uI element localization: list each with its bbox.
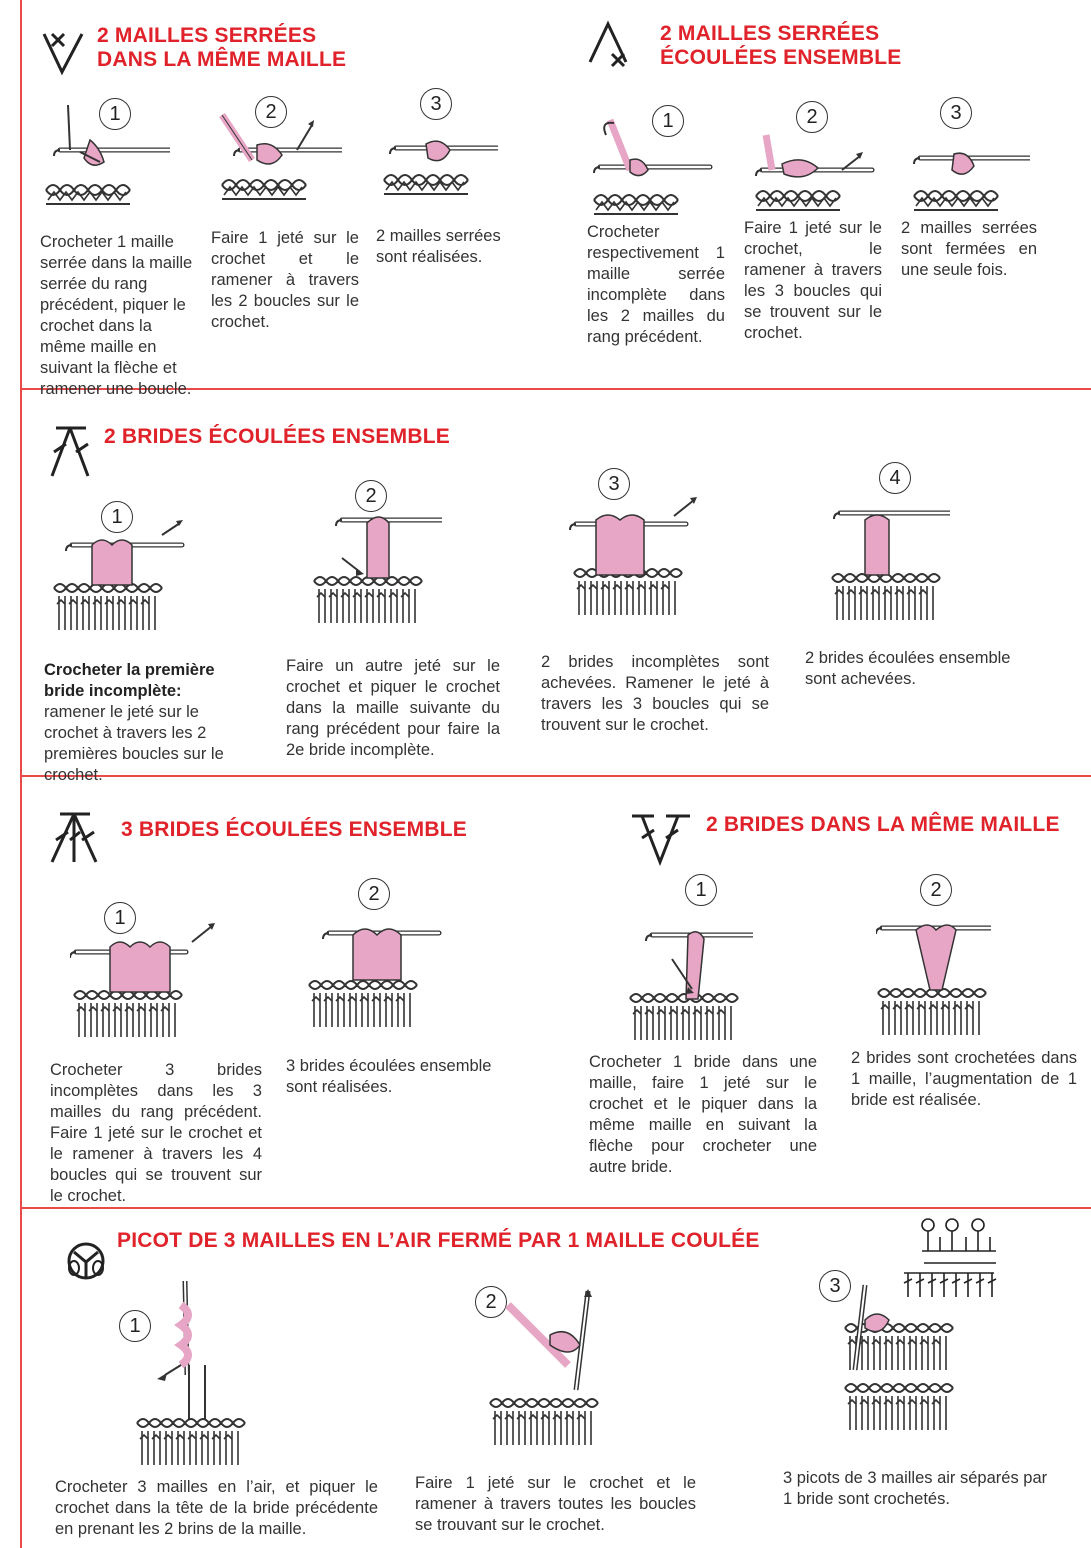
left-margin-line (20, 0, 22, 1548)
two-sc-same-stitch-symbol-icon (40, 28, 88, 76)
step-number: 1 (652, 105, 684, 137)
two-dc-together-symbol-icon (46, 422, 96, 480)
step-illustration (590, 115, 715, 220)
step-description: Crocheter 1 bride dans une maille, faire 1 jeté sur le crochet et le piquer dans la même maille en suivant la flèche pour crocheter une autre bride. (589, 1053, 817, 1176)
step-number: 2 (796, 101, 828, 133)
step-illustration (40, 100, 170, 210)
section-title-two-dc-together: 2 BRIDES ÉCOULÉES ENSEMBLE (104, 425, 450, 448)
step-description: Faire 1 jeté sur le crochet et le ramener à travers toutes les boucles se trouvant sur le crochet. (415, 1474, 696, 1534)
step-description: Crocheter 3 brides incomplètes dans les 3 mailles du rang précédent. Faire 1 jeté sur le crochet et le ramener à travers les 4 boucles qui se trouvent sur le crochet. (50, 1061, 262, 1205)
section-title-two-sc-same-stitch: 2 MAILLES SERRÉES DANS LA MÊME MAILLE (97, 24, 347, 71)
step-illustration (52, 515, 212, 640)
picot-symbol-icon (64, 1240, 108, 1282)
step-illustration (135, 1275, 265, 1475)
section-title-two-sc-together: 2 MAILLES SERRÉES ÉCOULÉES ENSEMBLE (660, 22, 902, 69)
step-number: 4 (879, 462, 911, 494)
step-illustration (830, 495, 950, 625)
step-description: Crocheter respectivement 1 maille serrée incomplète dans les 2 mailles du rang précédent. (587, 223, 725, 346)
step-number: 3 (598, 468, 630, 500)
step-number: 3 (940, 97, 972, 129)
step-description-rest: ramener le jeté sur le crochet à travers les 2 premières boucles sur le crochet. (44, 703, 224, 784)
step-number: 1 (99, 98, 131, 130)
three-dc-together-symbol-icon (46, 808, 102, 866)
step-number: 3 (420, 88, 452, 120)
step-number: 2 (920, 874, 952, 906)
step-description: 2 mailles serrées sont réalisées. (376, 227, 501, 266)
step-illustration (628, 905, 753, 1040)
step-description: 3 picots de 3 mailles air séparés par 1 bride sont crochetés. (783, 1469, 1048, 1508)
section-title-three-dc-together: 3 BRIDES ÉCOULÉES ENSEMBLE (121, 818, 467, 841)
step-illustration (910, 140, 1030, 220)
step-illustration (566, 490, 706, 625)
step-description: Crocheter 3 mailles en l’air, et piquer le crochet dans la tête de la bride précédente en prenant les 2 brins de la maille. (55, 1478, 378, 1538)
section-divider (20, 1207, 1091, 1209)
step-description: Crocheter 1 maille serrée dans la maille serrée du rang précédent, piquer le crochet dans la même maille en suivant la flèche et ramener une boucle. (40, 233, 193, 398)
step-number: 1 (685, 874, 717, 906)
step-illustration (876, 910, 991, 1040)
step-illustration (212, 110, 342, 210)
step-description: 2 mailles serrées sont fermées en une seule fois. (901, 219, 1037, 279)
step-illustration (312, 498, 442, 633)
step-description (44, 660, 234, 786)
step-description-bold: Crocheter la première bride incomplète: (44, 661, 215, 700)
step-description: 2 brides incomplètes sont achevées. Ramener le jeté à travers les 3 boucles qui se trouvent sur le crochet. (541, 653, 769, 734)
step-description: 2 brides écoulées ensemble sont achevées. (805, 649, 1011, 688)
step-number: 2 (355, 480, 387, 512)
step-illustration (378, 120, 498, 200)
step-illustration (488, 1285, 618, 1460)
step-description: Faire 1 jeté sur le crochet et le ramener à travers les 2 boucles sur le crochet. (211, 229, 359, 331)
step-number: 2 (475, 1286, 507, 1318)
section-title-two-dc-same-stitch: 2 BRIDES DANS LA MÊME MAILLE (706, 813, 1060, 836)
two-sc-together-symbol-icon (586, 18, 638, 68)
two-dc-same-stitch-symbol-icon (630, 810, 694, 868)
step-illustration (825, 1280, 1005, 1450)
step-number: 1 (104, 902, 136, 934)
step-description: 3 brides écoulées ensemble sont réalisées. (286, 1057, 492, 1096)
step-number: 2 (255, 96, 287, 128)
section-title-picot: PICOT DE 3 MAILLES EN L’AIR FERMÉ PAR 1 MAILLE COULÉE (117, 1229, 760, 1252)
step-description: 2 brides sont crochetées dans 1 maille, l’augmentation de 1 bride est réalisée. (851, 1049, 1077, 1109)
step-number: 3 (819, 1270, 851, 1302)
step-description: Faire un autre jeté sur le crochet et piquer le crochet dans la maille suivante du rang précédent pour faire la 2e bride incomplète. (286, 657, 500, 759)
step-description: Faire 1 jeté sur le crochet, le ramener à travers les 3 boucles qui se trouvent sur le crochet. (744, 219, 882, 342)
step-number: 1 (119, 1310, 151, 1342)
step-illustration (752, 130, 882, 220)
step-illustration (70, 912, 230, 1047)
step-number: 2 (358, 878, 390, 910)
step-number: 1 (101, 501, 133, 533)
step-illustration (305, 905, 445, 1035)
